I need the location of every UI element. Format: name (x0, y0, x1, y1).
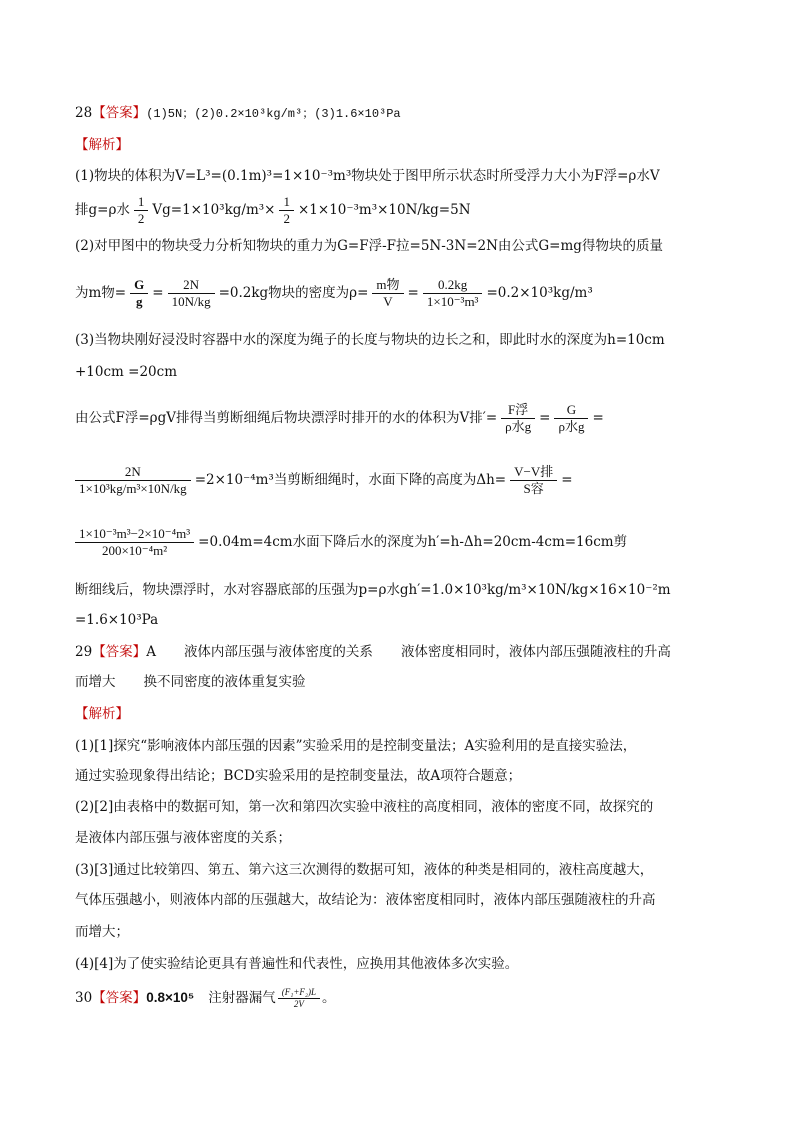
text-segment: 由公式F浮=ρgV排得当剪断细绳后物块漂浮时排开的水的体积为V排′= (75, 410, 498, 426)
fraction-den: 1×10⁻³m³ (426, 294, 479, 309)
text-segment: = (592, 410, 604, 426)
text-segment: 为m物= (75, 285, 127, 301)
q28-para3-line2: +10cm =20cm (75, 364, 177, 380)
fraction-den: 2 (137, 211, 145, 226)
fraction-num: G (130, 277, 148, 294)
q28-para1-line2 (75, 192, 754, 228)
answer-tag: 【答案】 (92, 105, 147, 121)
answer-text: 换不同密度的液体重复实验 (143, 674, 306, 690)
fraction-den: 200×10⁻⁴m² (101, 543, 168, 558)
text-segment: =0.2kg物块的密度为ρ= (218, 285, 369, 301)
q28-answer-line (75, 103, 754, 124)
answer-text: A (146, 644, 156, 660)
q28-para2-line1: (2)对甲图中的物块受力分析知物块的重力为G=F浮-F拉=5N-3N=2N由公式G=mg得物块的质量 (75, 238, 663, 254)
fraction-num: 0.2kg (423, 277, 483, 294)
fraction-half (134, 194, 149, 227)
q28-para3-line7: =1.6×10³Pa (75, 612, 159, 628)
answer-text: 注射器漏气 (208, 990, 276, 1006)
q28-para3-line6: 断细线后，物块漂浮时，水对容器底部的压强为p=ρ水gh′=1.0×10³kg/m³×10N/kg×16×10⁻²m (75, 582, 671, 598)
fraction-F-rg (501, 402, 535, 435)
fraction-density (423, 277, 483, 310)
fraction-num: F浮 (501, 402, 535, 419)
fraction-dh (510, 464, 557, 497)
q29-line1: (1)[1]探究“影响液体内部压强的因素”实验采用的是控制变量法；A实验利用的是直接实验法， (75, 738, 637, 754)
fraction-num: G (554, 402, 588, 419)
q28-para2-line2: 为m物= $\frac{G}{g}$ = $\frac{2N}{10N/kg}$ =0.2kg物块的密度为ρ= $\frac{\text{m物}}{V}$ = $\frac{0.2kg}{\text{1×10⁻³m³}}$ =0.2×10³kg/m³ (75, 277, 593, 309)
q28-para1-line1: (1)物块的体积为V=L³=(0.1m)³=1×10⁻³m³物块处于图甲所示状态时所受浮力大小为F浮=ρ水V (75, 168, 660, 184)
q29-line4: 是液体内部压强与液体密度的关系； (75, 830, 291, 846)
q29-answer-line2 (75, 672, 754, 692)
q28-para3-line1: (3)当物块刚好浸没时容器中水的深度为绳子的长度与物块的边长之和，即此时水的深度为h=10cm (75, 332, 665, 348)
fraction-G-rg (554, 402, 588, 435)
q30-answer-line (75, 982, 754, 1014)
fraction-num: (F₁+F₂)L (278, 987, 320, 999)
fraction-volume (75, 464, 191, 497)
question-number: 28 (75, 105, 93, 121)
answer-text: (1)5N；(2)0.2×10³kg/m³；(3)1.6×10³Pa (146, 107, 401, 121)
fraction-den: 2V (293, 999, 304, 1009)
q29-line2: 通过实验现象得出结论；BCD实验采用的是控制变量法，故A项符合题意； (75, 768, 522, 784)
text-segment: = (561, 472, 573, 488)
jiexi-tag: 【解析】 (75, 137, 129, 153)
jiexi-tag: 【解析】 (75, 706, 129, 722)
fraction-m-V (372, 277, 403, 310)
answer-text: 液体内部压强与液体密度的关系 (183, 644, 373, 660)
fraction-half (279, 194, 294, 227)
fraction-num: 1 (134, 194, 149, 211)
text-segment: 排g=ρ水 (75, 202, 130, 218)
answer-tag: 【答案】 (92, 990, 147, 1006)
q29-answer-line (75, 642, 754, 662)
fraction-den: V (383, 294, 393, 309)
answer-text: 而增大 (75, 674, 116, 690)
text-segment: ×1×10⁻³m³×10N/kg=5N (297, 202, 471, 218)
fraction-den: ρ水g (505, 419, 532, 434)
q29-line7: 而增大； (75, 924, 129, 940)
text-segment: =2×10⁻⁴m³当剪断细绳时，水面下降的高度为Δh= (194, 472, 507, 488)
fraction-num: m物 (372, 277, 403, 294)
fraction-den: 10N/kg (171, 294, 211, 309)
fraction-num: 1×10⁻³m³−2×10⁻⁴m³ (75, 526, 194, 543)
fraction-den: 1×10³kg/m³×10N/kg (79, 481, 187, 496)
q29-line3: (2)[2]由表格中的数据可知，第一次和第四次实验中液柱的高度相同，液体的密度不同，故探究的 (75, 799, 654, 815)
fraction-den: g (135, 294, 143, 309)
q28-para3-line4 (75, 460, 754, 500)
fraction-G-g (130, 277, 148, 310)
q29-line8: (4)[4]为了使实验结论更具有普遍性和代表性，应换用其他液体多次实验。 (75, 956, 519, 972)
fraction-den: S容 (523, 481, 544, 496)
text-segment: 。 (322, 990, 336, 1006)
fraction-num: 2N (75, 464, 191, 481)
text-segment: =0.2×10³kg/m³ (486, 285, 593, 301)
question-number: 29 (75, 644, 93, 660)
q29-line5: (3)[3]通过比较第四、第五、第六这三次测得的数据可知，液体的种类是相同的，液柱高度越大， (75, 862, 654, 878)
fraction-dh-values (75, 526, 194, 559)
answer-value: 0.8×10⁵ (146, 990, 195, 1005)
answer-text: 液体密度相同时，液体内部压强随液柱的升高 (400, 644, 671, 660)
q28-para3-line3: 由公式F浮=ρgV排得当剪断细绳后物块漂浮时排开的水的体积为V排′= $\frac{\text{F浮}}{\text{ρ水g}}$ = $\frac{G}{\text{ρ水g}}$ = (75, 402, 604, 434)
fraction-num: 2N (168, 277, 215, 294)
fraction-num: 1 (279, 194, 294, 211)
fraction-2N (168, 277, 215, 310)
text-segment: =0.04m=4cm水面下降后水的深度为h′=h-Δh=20cm-4cm=16cm剪 (198, 534, 628, 550)
fraction-den: 2 (283, 211, 290, 226)
fraction-num: V−V排 (510, 464, 557, 481)
answer-tag: 【答案】 (92, 644, 147, 660)
q28-para3-line5 (75, 522, 754, 562)
fraction-den: ρ水g (558, 419, 585, 434)
question-number: 30 (75, 990, 93, 1006)
text-segment: Vg=1×10³kg/m³× (152, 202, 276, 218)
fraction-formula (278, 987, 320, 1010)
q29-line6: 气体压强越小，则液体内部的压强越大，故结论为：液体密度相同时，液体内部压强随液柱的升高 (75, 892, 656, 908)
